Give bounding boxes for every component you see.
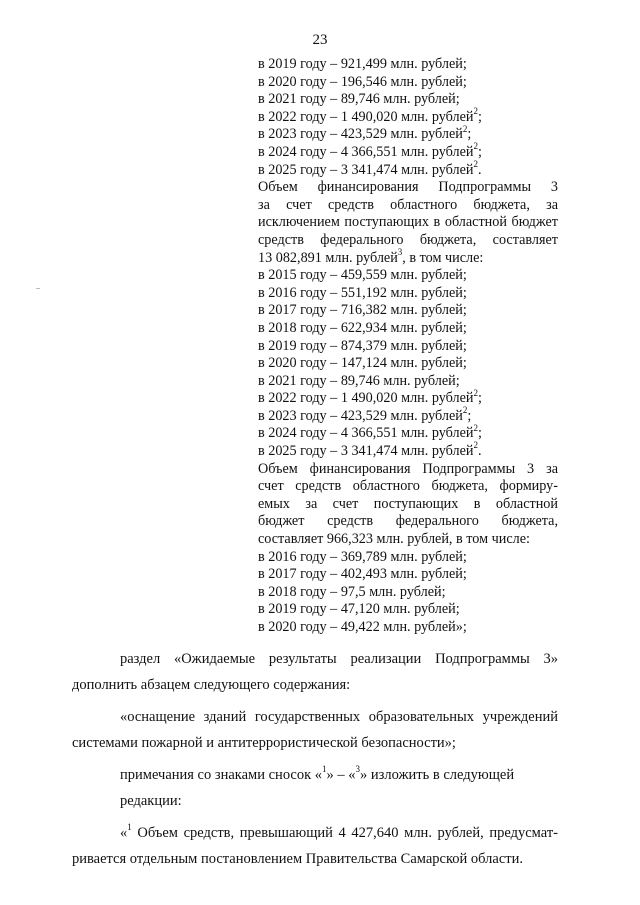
paragraph-line: исключением поступающих в областной бюджет xyxy=(258,214,558,231)
year-line: в 2025 году – 3 341,474 млн. рублей$^2$. xyxy=(258,440,482,460)
year-line: в 2024 году – 4 366,551 млн. рублей$^2$; xyxy=(258,141,482,160)
scan-mark xyxy=(36,288,40,289)
footnote-paragraph xyxy=(72,820,558,872)
year-line: в 2021 году – 89,746 млн. рублей; xyxy=(258,91,460,108)
year-line: в 2020 году – 147,124 млн. рублей; xyxy=(258,355,467,372)
year-line: в 2016 году – 369,789 млн. рублей; xyxy=(258,548,467,565)
funding-paragraph-1 xyxy=(258,179,558,267)
paragraph-line: бюджет средств федерального бюджета, xyxy=(258,513,558,530)
paragraph-line: Объем финансирования Подпрограммы 3 за xyxy=(258,460,558,477)
year-line: в 2019 году – 874,379 млн. рублей; xyxy=(258,337,467,354)
funding-column xyxy=(258,56,558,637)
year-list-3 xyxy=(258,549,558,637)
year-line: в 2016 году – 551,192 млн. рублей; xyxy=(258,284,467,301)
year-line: в 2024 году – 4 366,551 млн. рублей$^2$; xyxy=(258,422,482,442)
amendment-paragraph-3 xyxy=(72,762,558,814)
amendment-paragraph-2 xyxy=(72,704,558,756)
year-line: в 2019 году – 47,120 млн. рублей; xyxy=(258,601,460,618)
year-line: в 2018 году – 97,5 млн. рублей; xyxy=(258,583,446,600)
year-line: в 2017 году – 402,493 млн. рублей; xyxy=(258,566,467,583)
year-line: в 2015 году – 459,559 млн. рублей; xyxy=(258,267,467,284)
year-line: в 2023 году – 423,529 млн. рублей$^2$; xyxy=(258,123,472,143)
year-line: в 2022 году – 1 490,020 млн. рублей$^2$; xyxy=(258,387,482,407)
year-line: в 2019 году – 921,499 млн. рублей; xyxy=(258,56,467,72)
paragraph-line: дополнить абзацем следующего содержания: xyxy=(72,677,351,693)
amendment-text xyxy=(72,646,558,872)
paragraph-line: средств федерального бюджета, составляет xyxy=(258,231,558,248)
paragraph-line: за счет средств областного бюджета, за xyxy=(258,196,558,213)
funding-paragraph-2 xyxy=(258,461,558,549)
year-line: в 2025 году – 3 341,474 млн. рублей$^2$. xyxy=(258,158,482,178)
paragraph-line: ривается отдельным постановлением Правительства Самарской области. xyxy=(72,851,524,867)
page-number: 23 xyxy=(312,32,328,48)
paragraph-line: емых за счет поступающих в областной xyxy=(258,495,558,512)
paragraph-line: раздел «Ожидаемые результаты реализации Подпрограммы 3» xyxy=(120,651,558,667)
year-line: в 2018 году – 622,934 млн. рублей; xyxy=(258,319,467,336)
year-line: в 2020 году – 196,546 млн. рублей; xyxy=(258,73,467,90)
amendment-paragraph-1 xyxy=(72,646,558,698)
year-line: в 2023 году – 423,529 млн. рублей$^2$; xyxy=(258,405,472,424)
year-list-2 xyxy=(258,267,558,461)
paragraph-line: примечания со знаками сносок «$^1$» – «$^3$» изложить в следующей редакции: xyxy=(120,764,515,809)
year-line: в 2022 году – 1 490,020 млн. рублей$^2$; xyxy=(258,106,482,125)
paragraph-line: 13 082,891 млн. рублей$^3$, в том числе: xyxy=(258,246,484,266)
paragraph-line: «$^1$ Объем средств, превышающий 4 427,640 млн. рублей, предусмат- xyxy=(120,822,558,841)
year-list-1 xyxy=(258,56,558,179)
paragraph-line: Объем финансирования Подпрограммы 3 xyxy=(258,179,558,196)
year-line: в 2020 году – 49,422 млн. рублей»; xyxy=(258,619,467,635)
paragraph-line: «оснащение зданий государственных образовательных учреждений xyxy=(120,709,558,725)
paragraph-line: системами пожарной и антитеррористической безопасности»; xyxy=(72,735,456,751)
paragraph-line: составляет 966,323 млн. рублей, в том числе: xyxy=(258,531,530,548)
year-line: в 2017 году – 716,382 млн. рублей; xyxy=(258,302,467,319)
year-line: в 2021 году – 89,746 млн. рублей; xyxy=(258,372,460,389)
paragraph-line: счет средств областного бюджета, формиру- xyxy=(258,478,558,495)
